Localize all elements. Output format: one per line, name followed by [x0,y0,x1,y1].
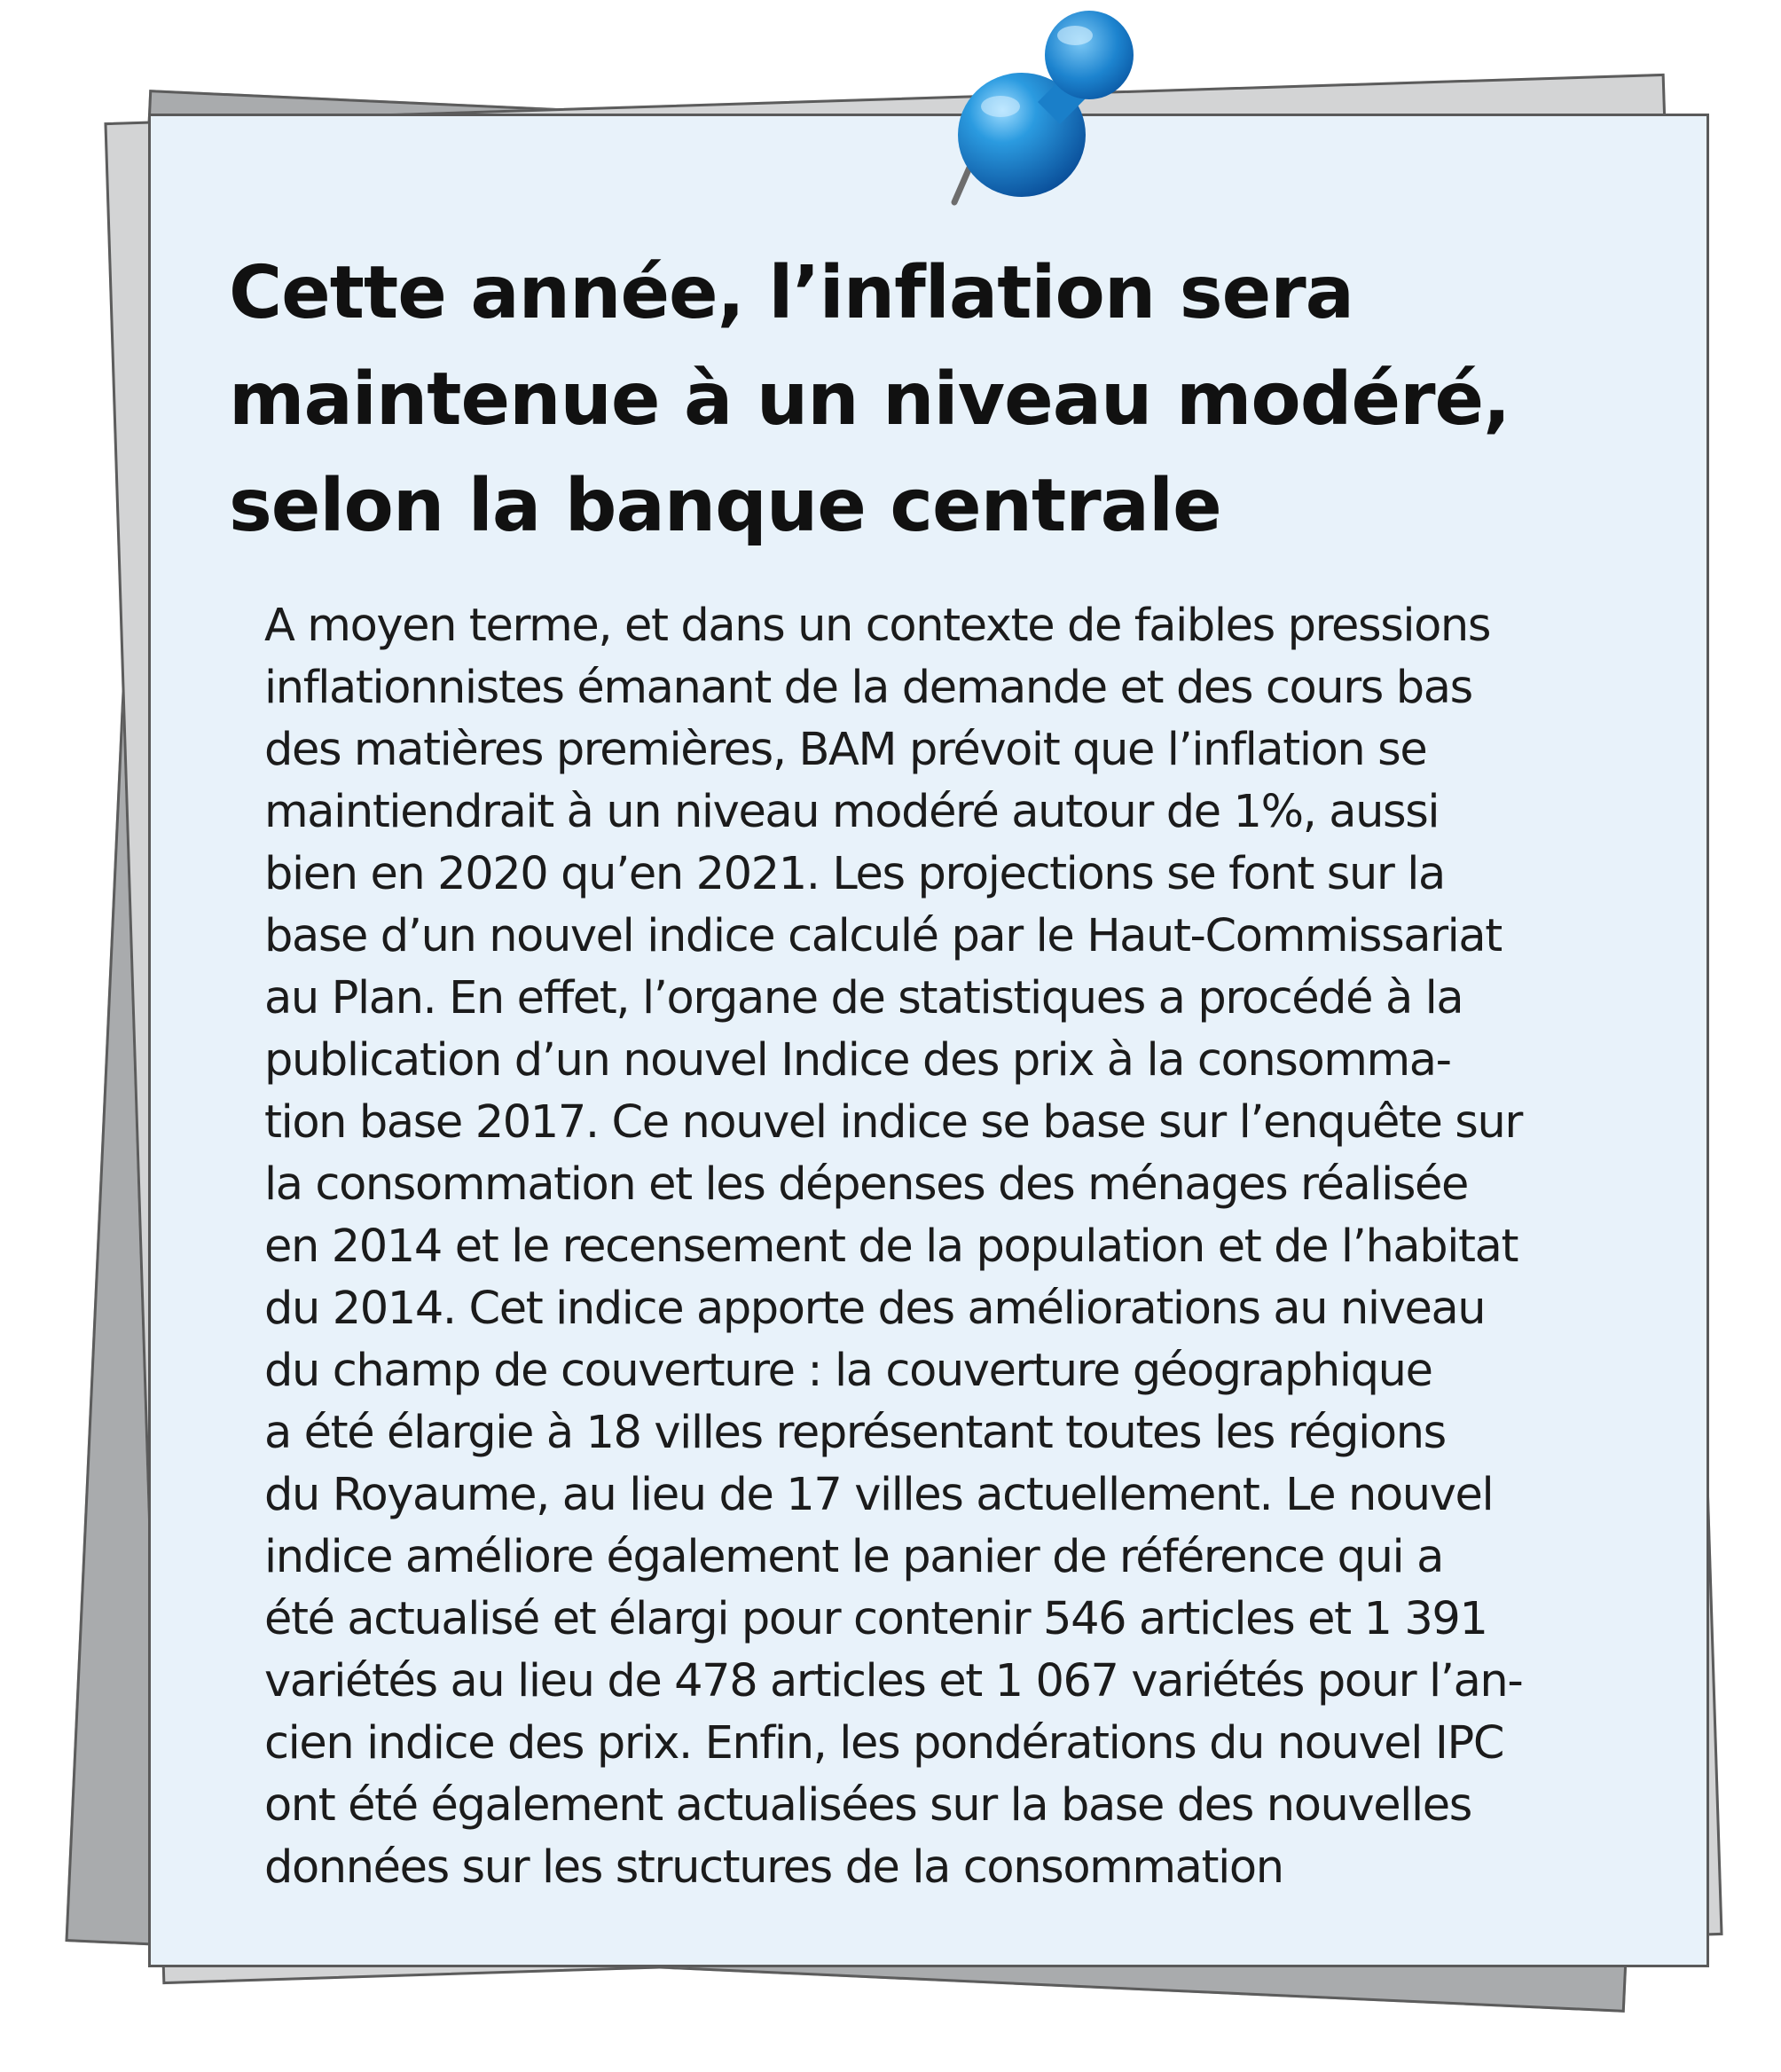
note-card [148,114,1709,1967]
article-headline: Cette année, l’inflation sera maintenue à un niveau modéré, selon la banque centrale [229,251,1510,548]
pushpin-icon [922,0,1153,213]
article-body: A moyen terme, et dans un contexte de faibles pressions inflationnistes émanant de la demande et des cours bas des matières premières, BAM prévoit que l’inflation se maintiendrait à un niveau modéré autour de 1%, aussi bien en 2020 qu’en 2021. Les projections se font sur la base d’un nouvel indice calculé par le Haut-Commissariat au Plan. En effet, l’organe de statistiques a procédé à la publication d’un nouvel Indice des prix à la consomma- tion base 2017. Ce nouvel indice se base sur l’enquête sur la consommation et les dépenses des ménages réalisée en 2014 et le recensement de la population et de l’habitat du 2014. Cet indice apporte des améliorations au niveau du champ de couverture : la couverture géographique a été élargie à 18 villes représentant toutes les régions du Royaume, au lieu de 17 villes actuellement. Le nouvel indice améliore également le panier de référence qui a été actualisé et élargi pour contenir 546 articles et 1 391 variétés au lieu de 478 articles et 1 067 variétés pour l’an- cien indice des prix. Enfin, les pondérations du nouvel IPC ont été également actualisées sur la base des nouvelles données sur les structures de la consommation [264,600,1523,1894]
